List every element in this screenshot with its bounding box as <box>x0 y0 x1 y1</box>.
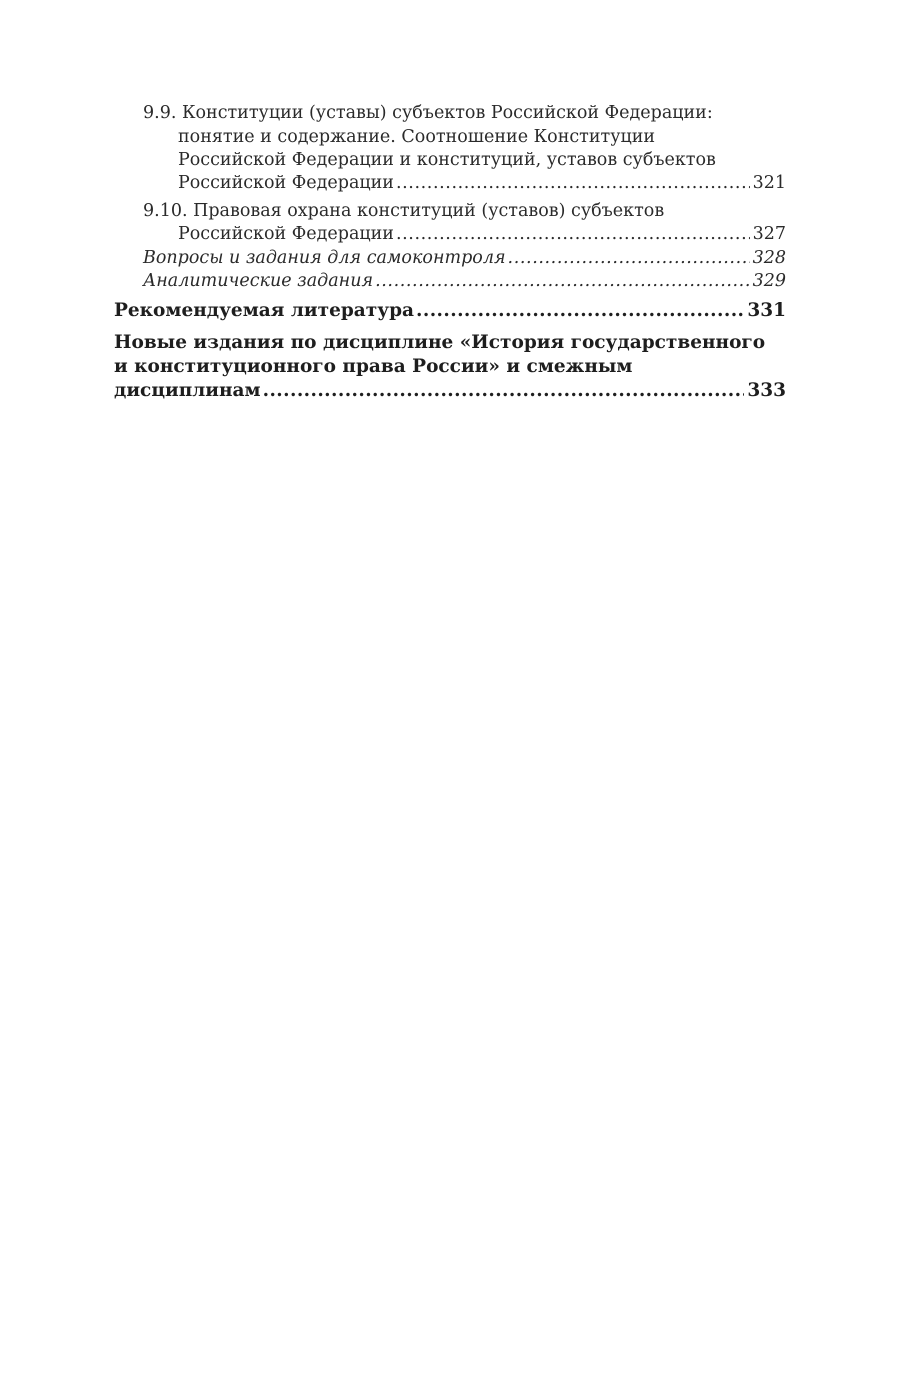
toc-entry-text: 9.9. Конституции (уставы) субъектов Российской Федерации: <box>143 103 713 123</box>
page-number: 327 <box>752 224 786 244</box>
toc-entry-text: понятие и содержание. Соотношение Конституции <box>178 127 656 147</box>
dot-leader <box>375 269 750 293</box>
toc-entry-literature[interactable] <box>114 299 786 323</box>
toc-entry-9-9-line-3 <box>178 148 786 172</box>
page-number: 331 <box>747 300 786 321</box>
page-number: 333 <box>747 380 786 401</box>
toc-entry-text: Новые издания по дисциплине «История государственного <box>114 332 766 353</box>
page-number: 328 <box>752 248 786 268</box>
toc-entry-text: Российской Федерации <box>178 224 394 244</box>
dot-leader <box>396 171 750 195</box>
toc-entry-9-10-line-2[interactable] <box>178 222 786 246</box>
toc-entry-text: и конституционного права России» и смежным <box>114 356 633 377</box>
toc-entry-questions[interactable] <box>143 246 786 270</box>
toc-entry-text: Вопросы и задания для самоконтроля <box>143 248 506 268</box>
toc-entry-new-editions-line-3[interactable] <box>114 379 786 403</box>
toc-entry-text: Российской Федерации <box>178 173 394 193</box>
page-number: 329 <box>752 271 786 291</box>
toc-entry-new-editions-line-2 <box>114 355 786 379</box>
dot-leader <box>508 246 750 270</box>
toc-entry-new-editions-line-1 <box>114 331 786 355</box>
toc-entry-analytic-tasks[interactable] <box>143 269 786 293</box>
toc-entry-text: Рекомендуемая литература <box>114 300 415 321</box>
toc-entry-text: дисциплинам <box>114 380 261 401</box>
toc-entry-9-10-line-1 <box>143 199 786 223</box>
page-number: 321 <box>752 173 786 193</box>
toc-entry-9-9-line-1 <box>143 101 786 125</box>
dot-leader <box>416 299 744 323</box>
toc-entry-text: 9.10. Правовая охрана конституций (уставов) субъектов <box>143 201 665 221</box>
dot-leader <box>263 379 745 403</box>
toc-entry-text: Российской Федерации и конституций, уставов субъектов <box>178 150 716 170</box>
toc-entry-9-9-line-4[interactable] <box>178 171 786 195</box>
dot-leader <box>396 222 750 246</box>
toc-entry-9-9-line-2 <box>178 125 786 149</box>
toc-entry-text: Аналитические задания <box>143 271 374 291</box>
